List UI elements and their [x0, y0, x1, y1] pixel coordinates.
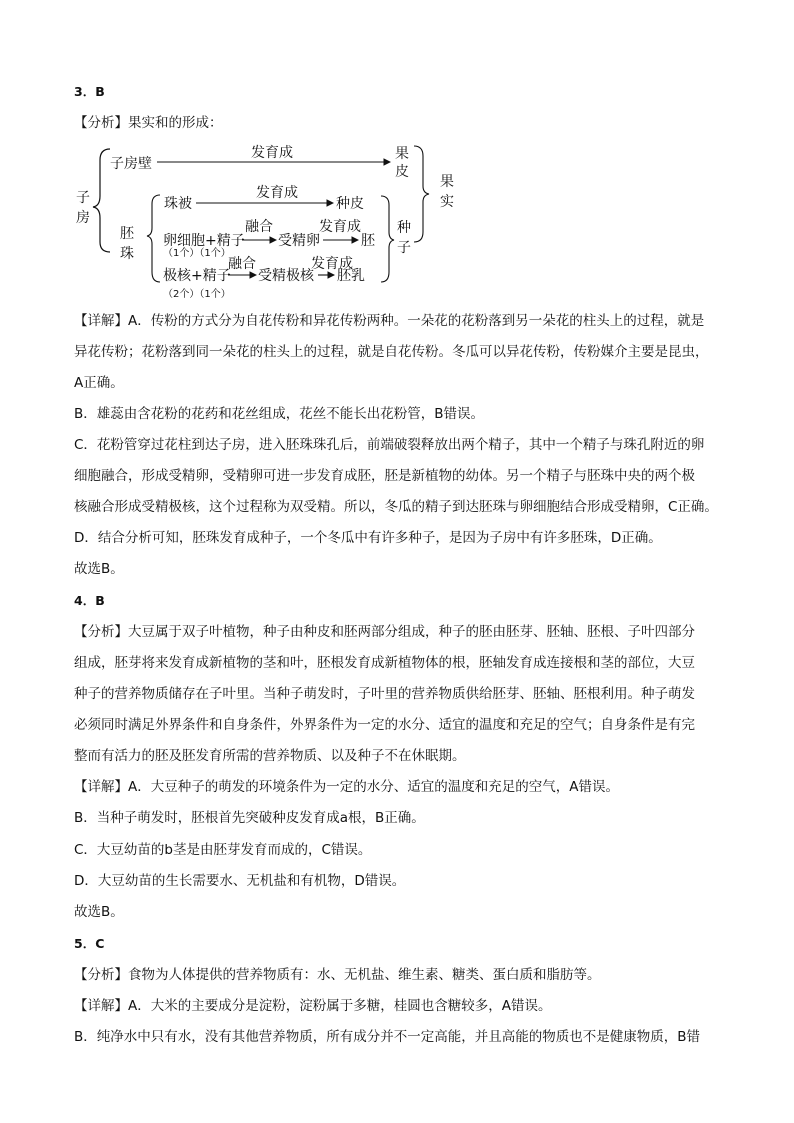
ovule-brace: [147, 195, 160, 282]
seed-coat-label: 种皮: [336, 196, 364, 212]
ovary-label-2: 房: [76, 210, 90, 226]
q5-detail-b: B．纯净水中只有水，没有其他营养物质，所有成分并不一定高能，并且高能的物质也不是健康物质，B错: [74, 1029, 701, 1045]
egg-count-label: （1个）（1个）: [163, 248, 231, 259]
fruit-brace: [414, 146, 429, 242]
q5-analysis: 【分析】食物为人体提供的营养物质有：水、无机盐、维生素、糖类、蛋白质和脂肪等。: [74, 967, 601, 983]
pericarp-label-1: 果: [395, 146, 409, 162]
q4-analysis-line-3: 种子的营养物质储存在子叶里。当种子萌发时，子叶里的营养物质供给胚芽、胚轴、胚根利用。种子萌发: [74, 686, 695, 702]
q3-detail-a-line-2: 异花传粉；花粉落到同一朵花的柱头上的过程，就是自花传粉。冬瓜可以异花传粉，传粉媒介主要是昆虫，: [74, 344, 709, 360]
q5-heading: 5．C: [74, 936, 105, 951]
develop-label-1: 发育成: [251, 145, 293, 161]
q4-detail-a: 【详解】A．大豆种子的萌发的环境条件为一定的水分、适宜的温度和充足的空气，A错误。: [74, 779, 619, 795]
q3-analysis: 【分析】果实和的形成：: [74, 115, 223, 131]
q3-detail-c-line-1: C．花粉管穿过花柱到达子房，进入胚珠珠孔后，前端破裂释放出两个精子，其中一个精子与珠孔附近的卵: [74, 437, 705, 453]
fuse-label-2: 融合: [228, 256, 256, 272]
develop-label-4: 发育成: [311, 256, 353, 272]
ovule-label-1: 胚: [120, 226, 134, 242]
q3-heading: 3．B: [74, 84, 105, 99]
integument-label: 珠被: [164, 196, 192, 212]
q3-detail-b: B．雄蕊由含花粉的花药和花丝组成，花丝不能长出花粉管，B错误。: [74, 406, 485, 422]
q3-answer: 故选B。: [74, 561, 124, 577]
seed-brace: [381, 196, 394, 282]
fruit-label-1: 果: [440, 174, 454, 190]
polar-count-label: （2个）（1个）: [163, 289, 231, 300]
ovule-label-2: 珠: [120, 246, 134, 262]
embryo-label: 胚: [361, 233, 375, 249]
pericarp-label-2: 皮: [395, 164, 409, 180]
develop-label-2: 发育成: [256, 185, 298, 201]
seed-label-2: 子: [397, 240, 411, 256]
fertilized-polar-label: 受精极核: [258, 268, 314, 284]
q4-detail-c: C．大豆幼苗的b茎是由胚芽发育而成的，C错误。: [74, 842, 372, 858]
q4-analysis-line-2: 组成，胚芽将来发育成新植物的茎和叶，胚根发育成新植物体的根，胚轴发育成连接根和茎的部位，大豆: [74, 655, 695, 671]
ovary-label-1: 子: [76, 190, 90, 206]
q3-detail-d: D．结合分析可知，胚珠发育成种子，一个冬瓜中有许多种子，是因为子房中有许多胚珠，D正确。: [74, 530, 662, 546]
fruit-formation-diagram: [0, 0, 794, 310]
ovary-brace: [93, 149, 110, 252]
q3-detail-a-line-1: 【详解】A．传粉的方式分为自花传粉和异花传粉两种。一朵花的花粉落到另一朵花的柱头上的过程，就是: [74, 313, 705, 329]
q5-detail-a: 【详解】A．大米的主要成分是淀粉，淀粉属于多糖，桂圆也含糖较多，A错误。: [74, 998, 552, 1014]
zygote-label: 受精卵: [278, 233, 320, 249]
q4-answer: 故选B。: [74, 904, 124, 920]
q4-detail-d: D．大豆幼苗的生长需要水、无机盐和有机物，D错误。: [74, 873, 406, 889]
endosperm-label: 胚乳: [337, 268, 365, 284]
q4-heading: 4．B: [74, 593, 105, 608]
q4-analysis-line-1: 【分析】大豆属于双子叶植物，种子由种皮和胚两部分组成，种子的胚由胚芽、胚轴、胚根、子叶四部分: [74, 624, 695, 640]
q3-detail-a-line-3: A正确。: [74, 375, 124, 391]
q3-detail-c-line-2: 细胞融合，形成受精卵，受精卵可进一步发育成胚，胚是新植物的幼体。另一个精子与胚珠中央的两个极: [74, 468, 695, 484]
q4-analysis-line-4: 必须同时满足外界条件和自身条件，外界条件为一定的水分、适宜的温度和充足的空气；自身条件是有完: [74, 717, 695, 733]
fruit-label-2: 实: [440, 194, 454, 210]
seed-label-1: 种: [397, 220, 411, 236]
develop-label-3: 发育成: [319, 219, 361, 235]
ovary-wall-label: 子房壁: [110, 156, 152, 172]
egg-sperm-label: 卵细胞+精子: [163, 233, 245, 249]
q3-detail-c-line-3: 核融合形成受精极核，这个过程称为双受精。所以，冬瓜的精子到达胚珠与卵细胞结合形成受精卵，C正确。: [74, 499, 718, 515]
q4-analysis-line-5: 整而有活力的胚及胚发育所需的营养物质、以及种子不在休眠期。: [74, 748, 466, 764]
fuse-label-1: 融合: [245, 219, 273, 235]
q4-detail-b: B．当种子萌发时，胚根首先突破种皮发育成a根，B正确。: [74, 810, 425, 826]
polar-sperm-label: 极核+精子: [163, 268, 231, 284]
